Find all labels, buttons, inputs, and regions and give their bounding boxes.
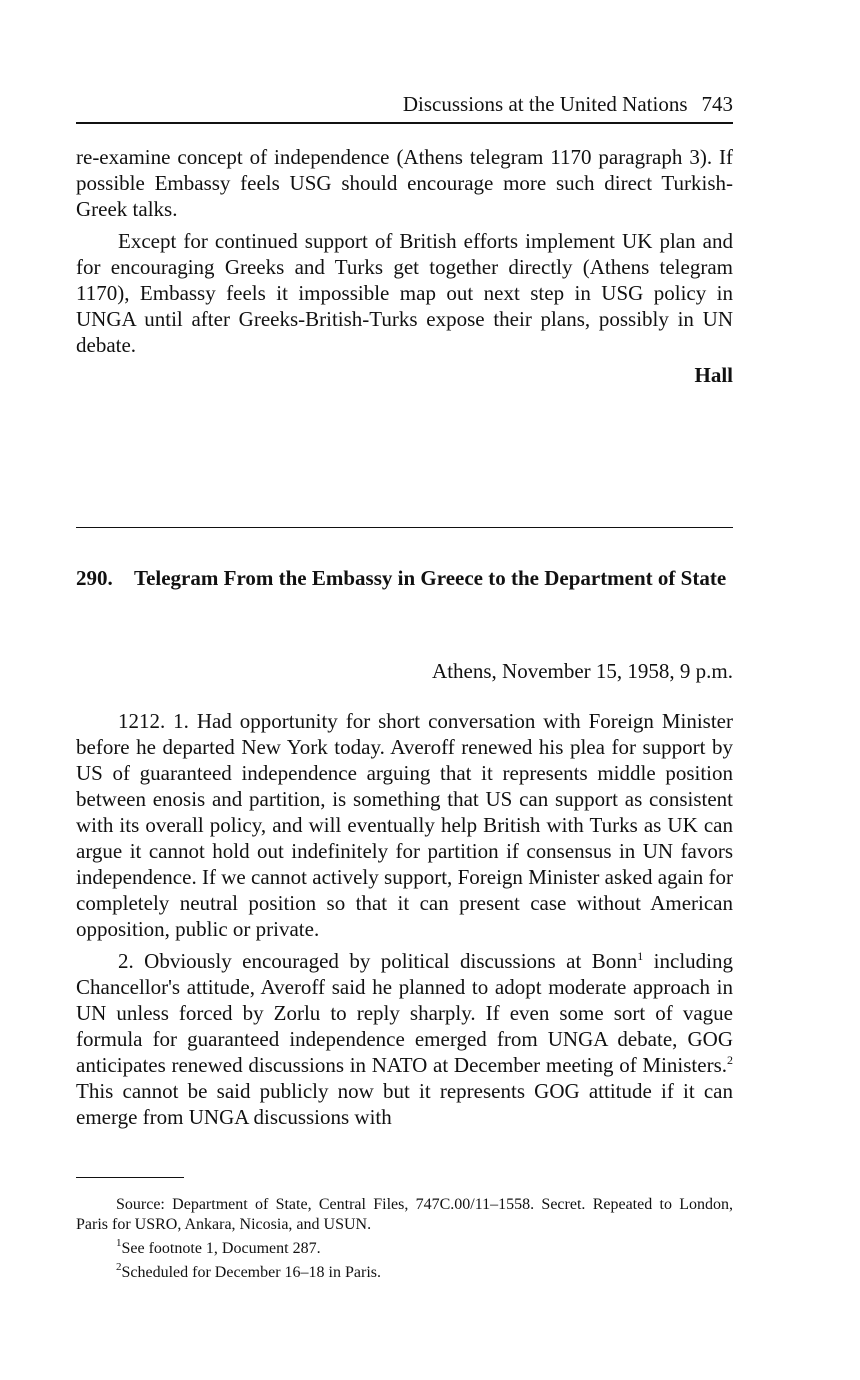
dateline: Athens, November 15, 1958, 9 p.m. — [432, 659, 733, 683]
body-paragraph-1: 1212. 1. Had opportunity for short conversation with Foreign Minister before he departed New York today. Averoff renewed his plea for support by US of guaranteed independence arguing that it represents middle position between enosis and partition, is something that US can support as consistent with its overall policy, and will eventually help British with Turks as UK can argue it cannot hold out indefinitely for partition if consensus in UN favors independence. If we cannot actively support, Foreign Minister asked again for completely neutral position so that it can present case without American opposition, public or private. — [76, 709, 733, 941]
footnote-rule — [76, 1177, 184, 1178]
document-separator — [76, 527, 733, 528]
prior-paragraph-2: Except for continued support of British efforts implement UK plan and for encouraging Greeks and Turks get together directly (Athens telegram 1170), Embassy feels it impossible map out next step in USG policy in UNGA until after Greeks-British-Turks expose their plans, possibly in UN debate. — [76, 229, 733, 357]
body-paragraph-2 — [76, 948, 733, 1130]
running-head-title: Discussions at the United Nations — [402, 92, 688, 116]
signature: Hall — [694, 363, 733, 387]
document-number: 290. — [76, 566, 113, 590]
footnote-2-mark: 2 — [116, 1261, 122, 1273]
footnote-2-text: Scheduled for December 16–18 in Paris. — [121, 1264, 381, 1281]
document-title: Telegram From the Embassy in Greece to the Department of State — [134, 566, 727, 590]
body-paragraph-2-part-a: 2. Obviously encouraged by political discussions at Bonn — [118, 949, 638, 973]
body-paragraph-2-part-c: This cannot be said publicly now but it represents GOG attitude if it can emerge from UNGA discussions with — [76, 1079, 733, 1129]
footnote-2 — [76, 1263, 733, 1283]
prior-paragraph-1: re-examine concept of independence (Athens telegram 1170 paragraph 3). If possible Embassy feels USG should encourage more such direct Turkish-Greek talks. — [76, 145, 733, 221]
source-note: Source: Department of State, Central Files, 747C.00/11–1558. Secret. Repeated to London, Paris for USRO, Ankara, Nicosia, and USUN. — [76, 1196, 733, 1233]
footnote-1 — [76, 1239, 733, 1259]
footnote-ref-2[interactable]: 2 — [727, 1053, 733, 1067]
footnote-1-text: See footnote 1, Document 287. — [121, 1240, 321, 1257]
document-heading — [76, 565, 733, 591]
footnote-ref-1[interactable]: 1 — [637, 949, 644, 963]
prior-document-continuation — [76, 144, 733, 388]
document-body — [76, 708, 733, 1130]
running-head — [76, 90, 733, 124]
footnote-1-mark: 1 — [116, 1237, 122, 1249]
page-number: 743 — [701, 92, 733, 116]
footnotes — [76, 1195, 733, 1283]
body-paragraph-2-part-b: including Chancellor's attitude, Averoff said he planned to adopt moderate approach in UN unless forced by Zorlu to reply sharply. If even some sort of vague formula for guaranteed independence emerged from UNGA debate, GOG anticipates renewed discussions in NATO at December meeting of Ministers. — [76, 949, 733, 1077]
